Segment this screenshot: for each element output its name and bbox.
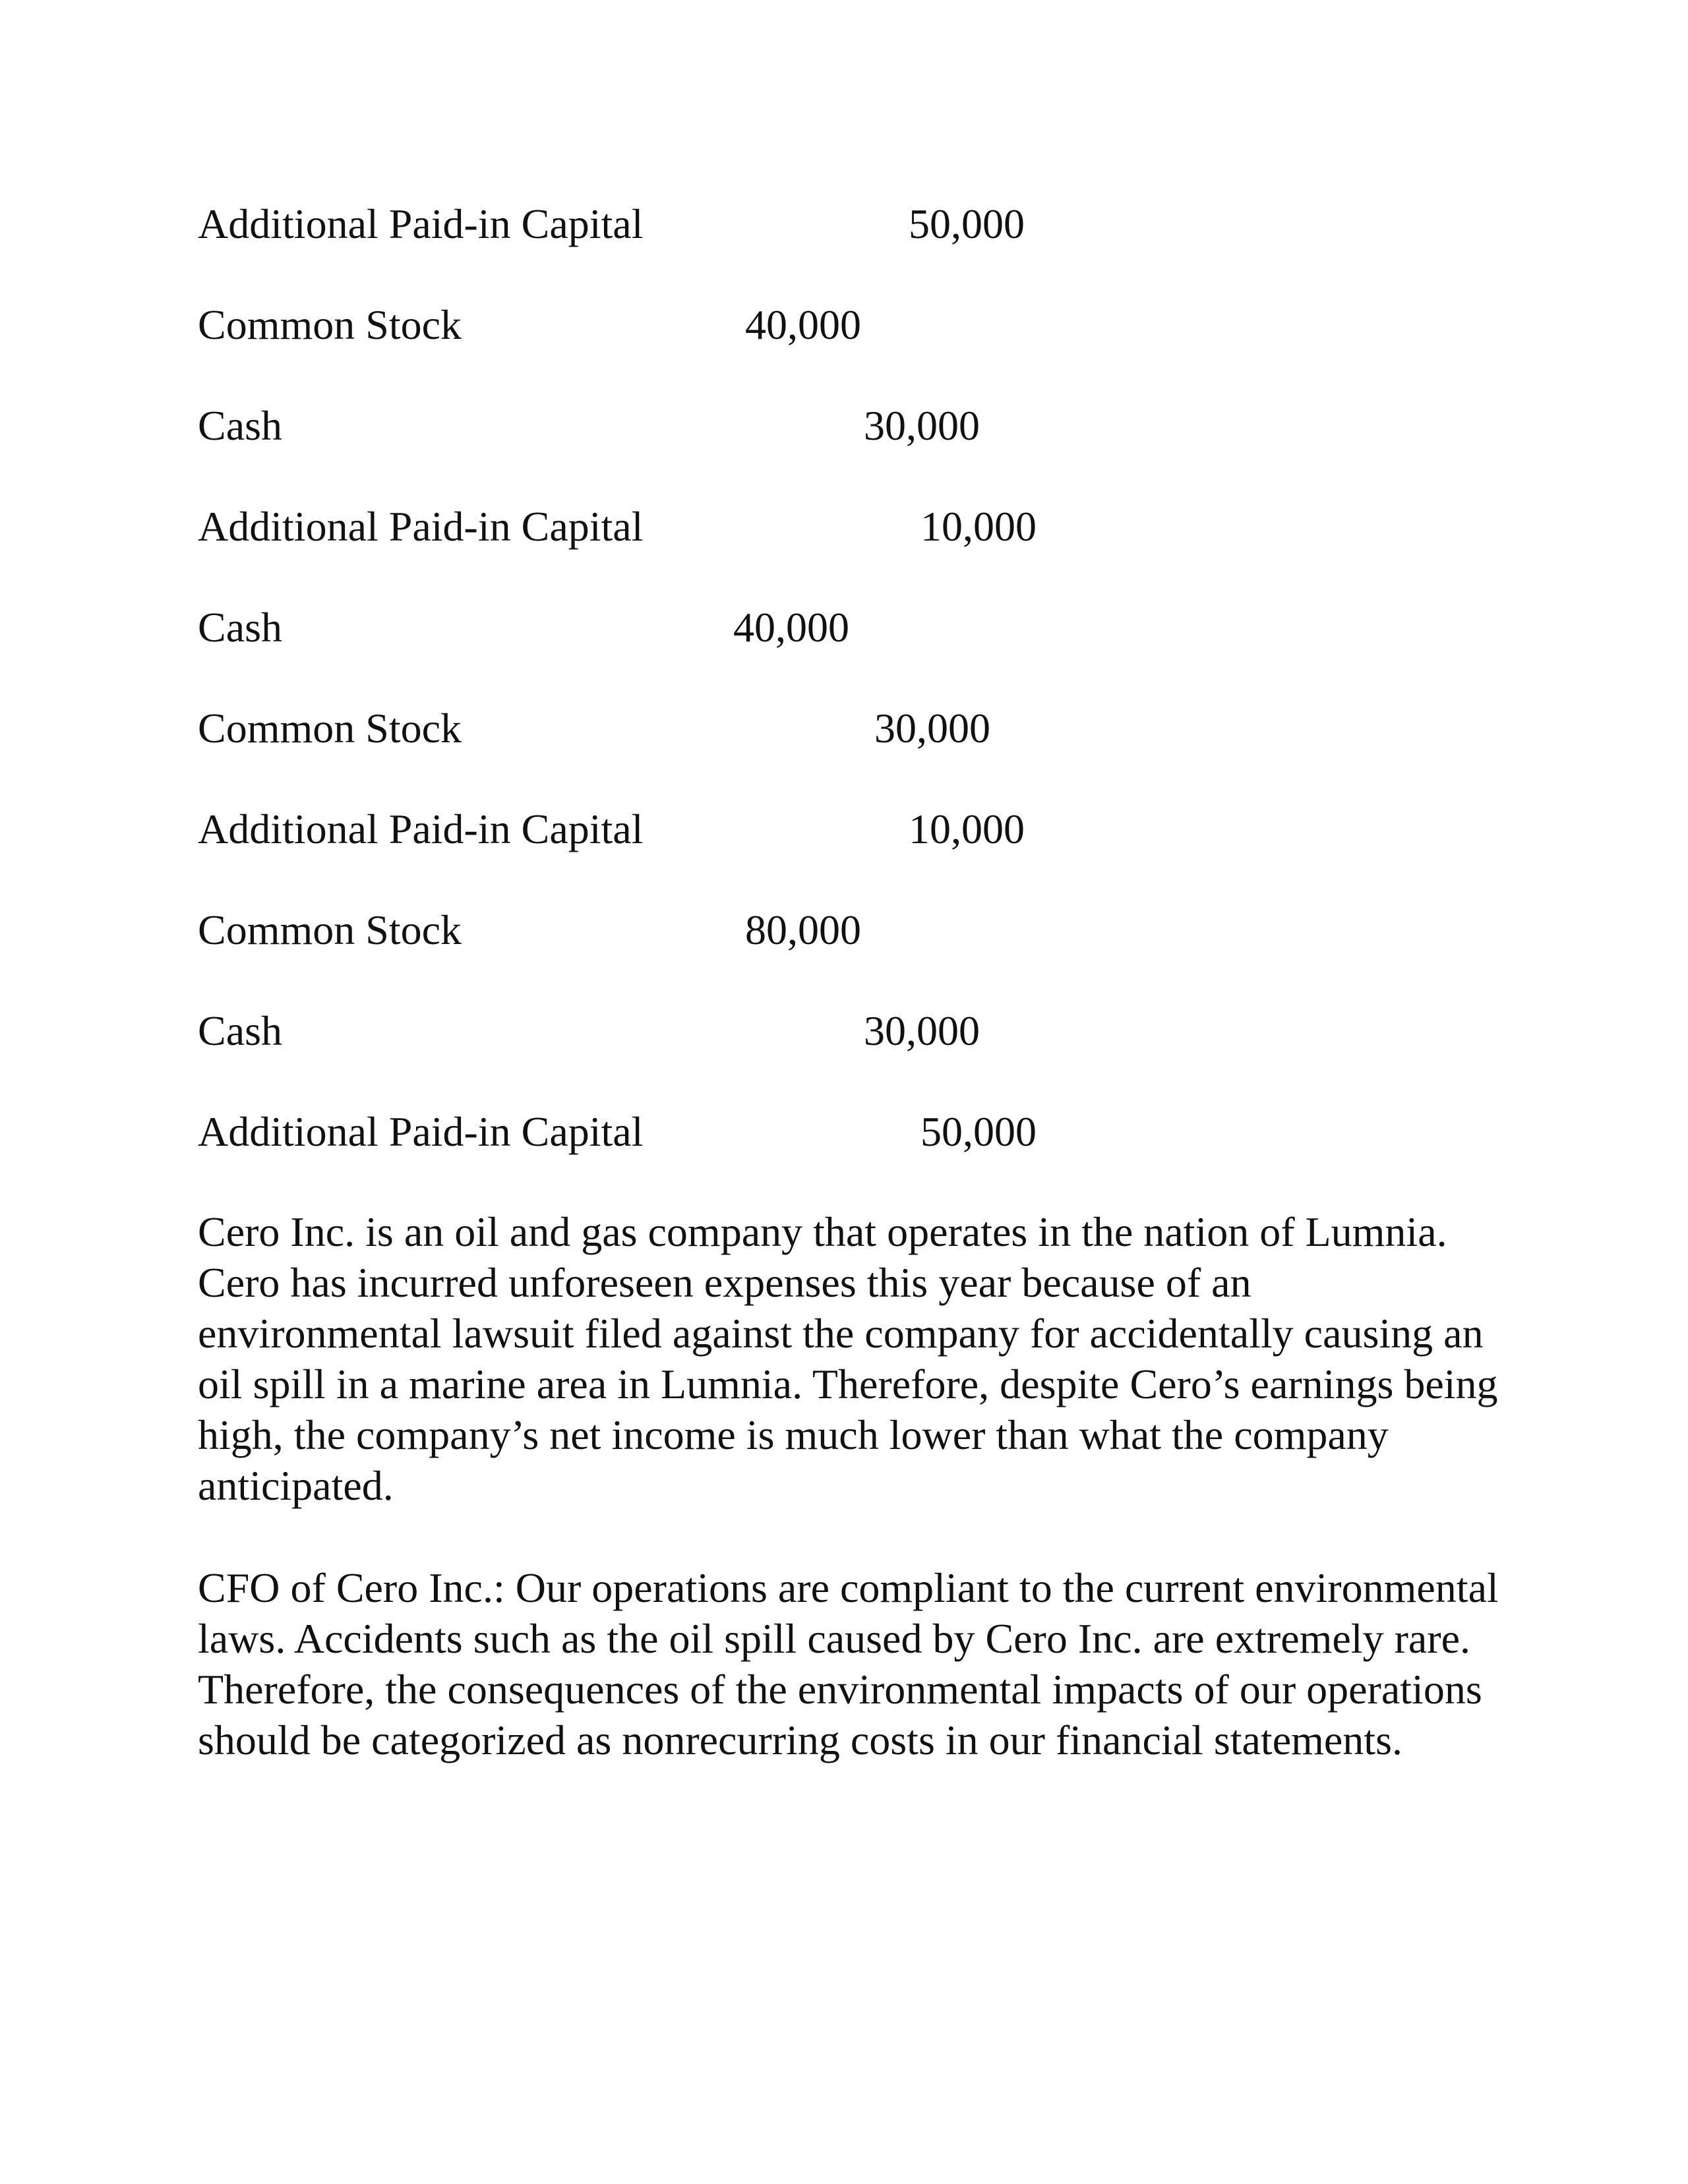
entry-amount: 30,000 [864,402,980,449]
account-name: Additional Paid-in Capital [198,806,644,852]
entry-amount: 80,000 [745,906,861,953]
account-name: Additional Paid-in Capital [198,200,644,247]
narrative-text [198,1206,1503,1817]
account-name: Cash [198,604,282,651]
account-name: Additional Paid-in Capital [198,1108,644,1155]
entry-amount: 10,000 [909,806,1025,852]
entry-row [198,1106,1517,1206]
account-name: Common Stock [198,705,462,752]
account-name: Cash [198,1007,282,1054]
entry-row [198,1005,1517,1106]
entry-amount: 30,000 [874,705,990,752]
account-name: Additional Paid-in Capital [198,503,644,550]
entry-amount: 30,000 [864,1007,980,1054]
entry-row [198,198,1517,299]
entry-row [198,500,1517,601]
entry-row [198,904,1517,1005]
entry-row [198,299,1517,399]
journal-entries [198,198,1517,1206]
entry-amount: 50,000 [909,200,1025,247]
entry-amount: 50,000 [920,1108,1037,1155]
entry-amount: 40,000 [745,301,861,348]
entry-row [198,803,1517,904]
account-name: Common Stock [198,906,462,953]
entry-amount: 40,000 [733,604,849,651]
cfo-statement-paragraph: CFO of Cero Inc.: Our operations are compliant to the current environmental laws. Accidents such as the oil spill caused by Cero Inc. are extremely rare. Therefore, the consequences of the environmental impacts of our operations should be categorized as nonrecurring costs in our financial statements. [198,1564,1499,1763]
entry-row [198,399,1517,500]
entry-row [198,601,1517,702]
entry-row [198,702,1517,803]
account-name: Cash [198,402,282,449]
scenario-paragraph: Cero Inc. is an oil and gas company that operates in the nation of Lumnia. Cero has incurred unforeseen expenses this year because of an environmental lawsuit filed against the company for accidentally causing an oil spill in a marine area in Lumnia. Therefore, despite Cero’s earnings being high, the company’s net income is much lower than what the company anticipated. [198,1208,1498,1509]
account-name: Common Stock [198,301,462,348]
entry-amount: 10,000 [920,503,1037,550]
